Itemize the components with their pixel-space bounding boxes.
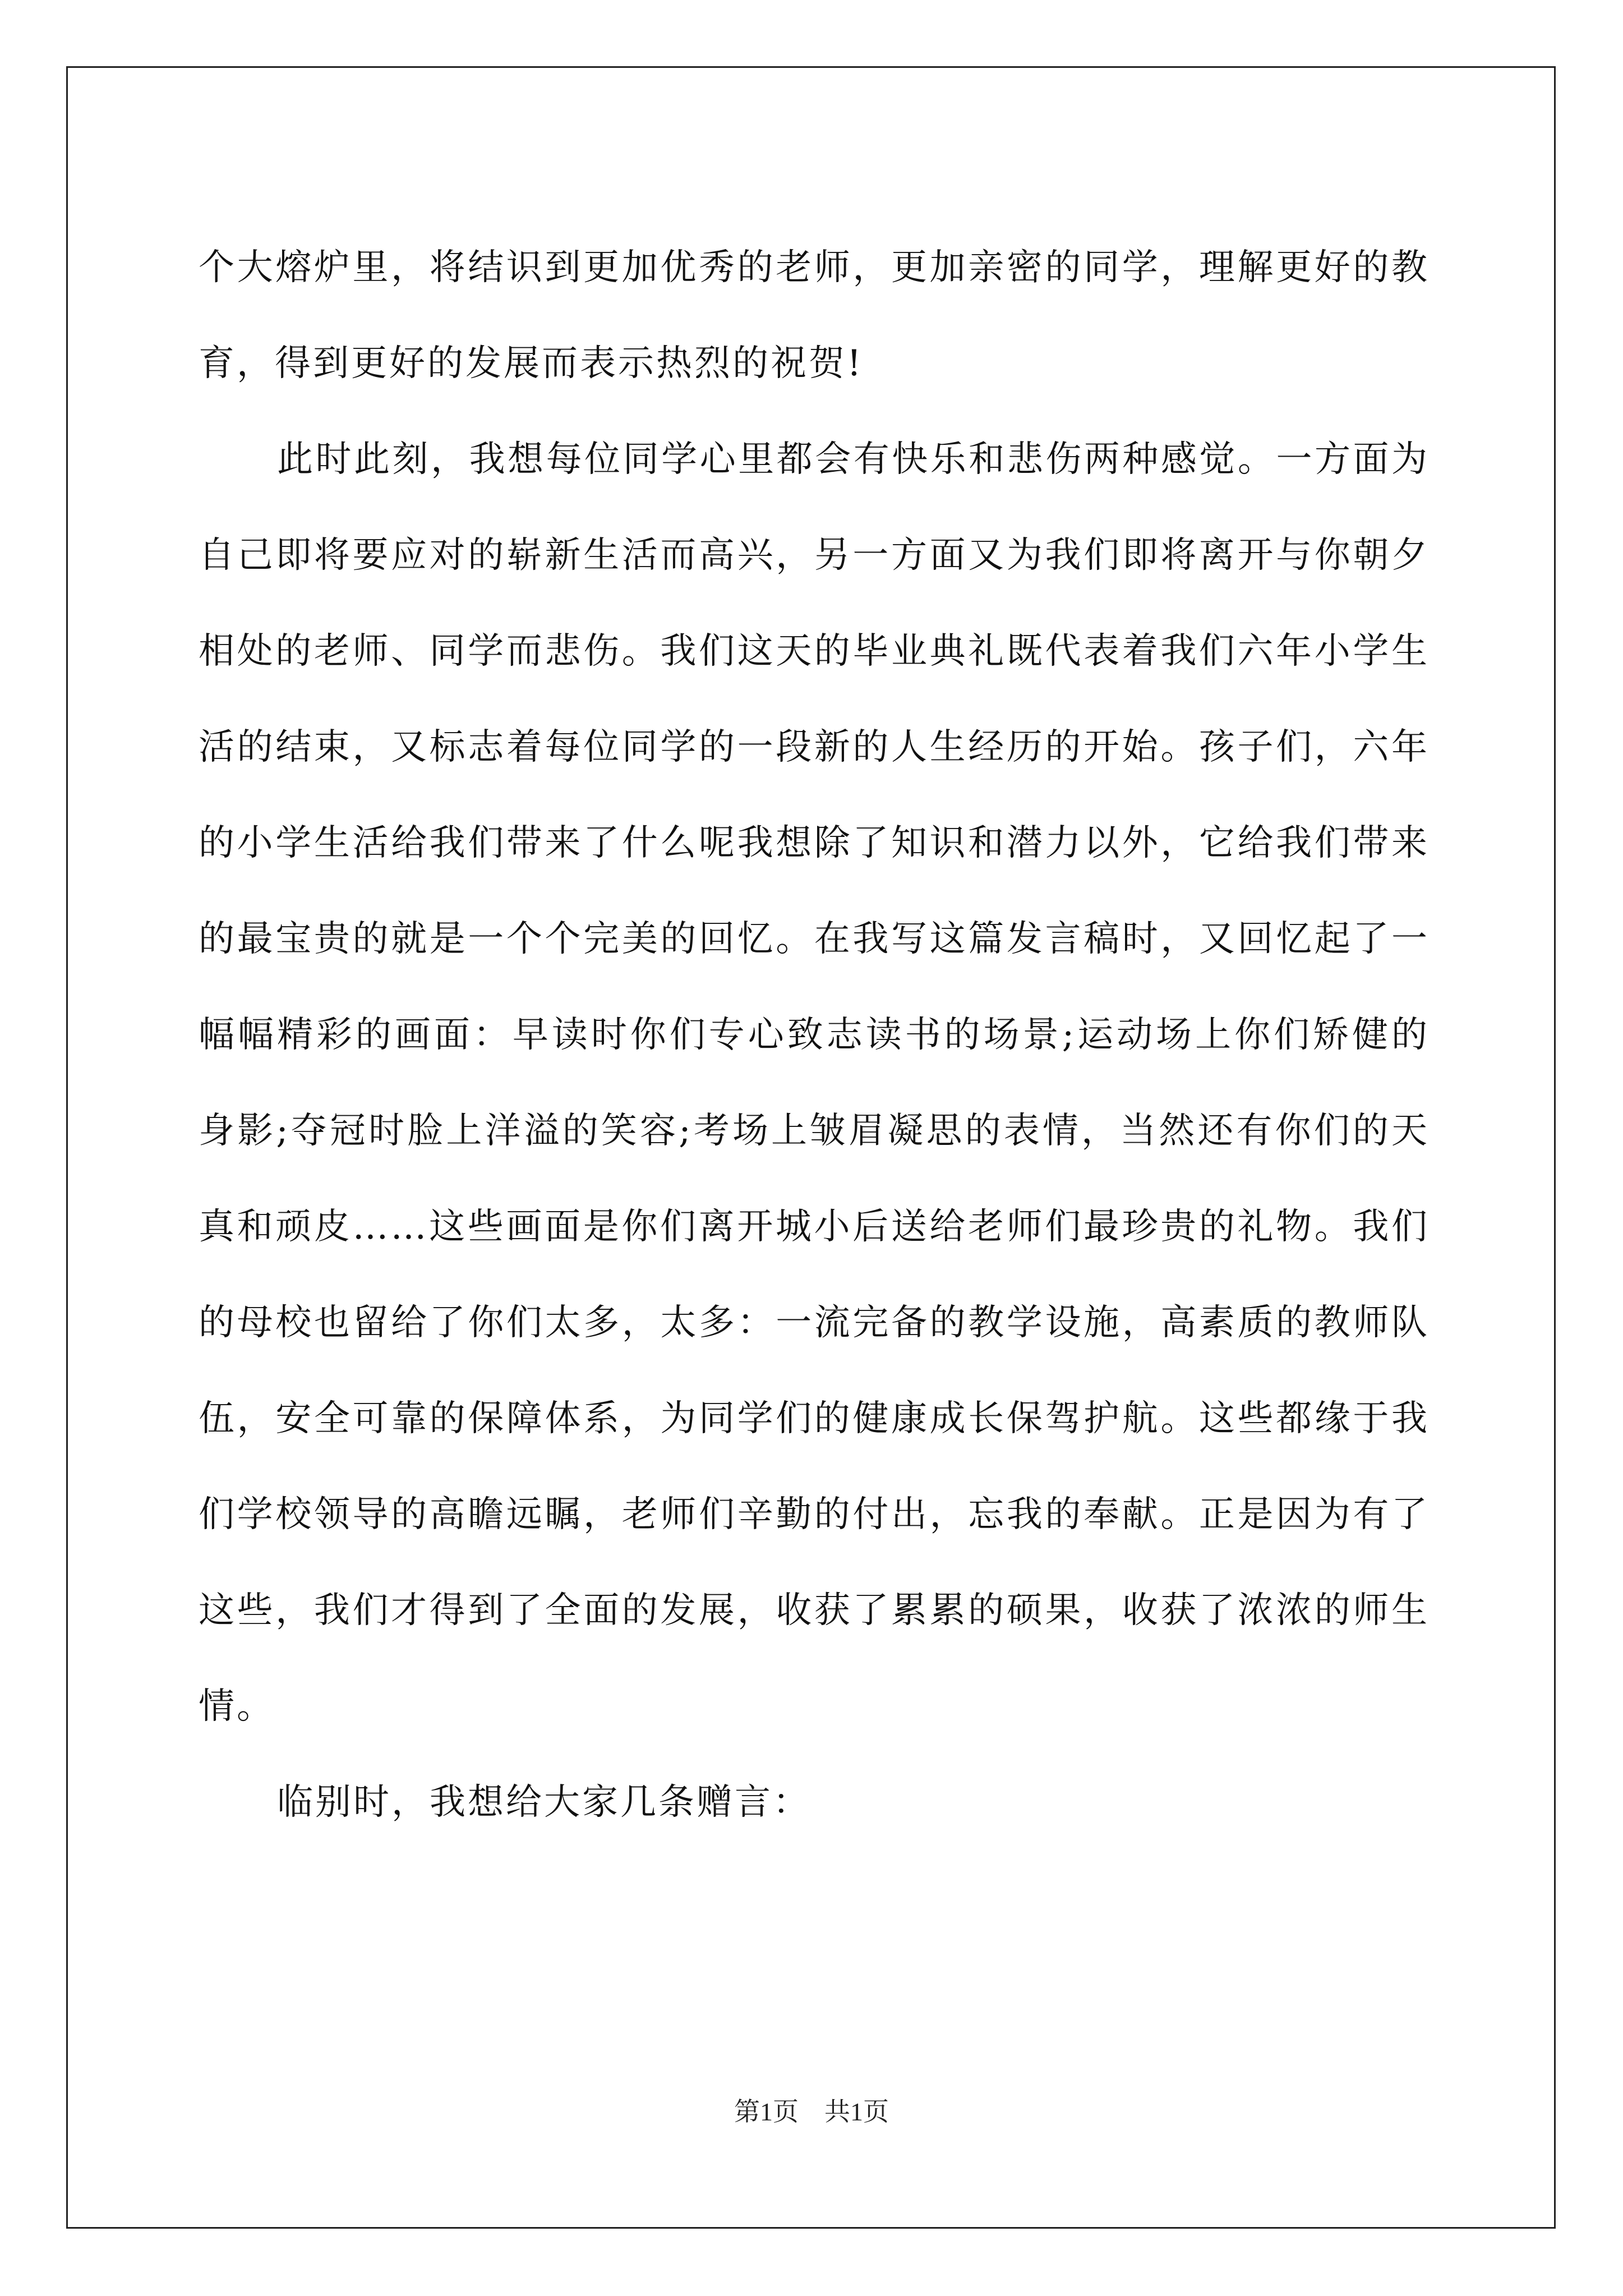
- paragraph-3: 临别时，我想给大家几条赠言：: [277, 1782, 811, 1823]
- document-body: [199, 220, 1430, 1851]
- page-footer: 第1页 共1页: [734, 2097, 889, 2126]
- paragraph-1: 个大熔炉里，将结识到更加优秀的老师，更加亲密的同学，理解更好的教育，得到更好的发展而表示热烈的祝贺!: [199, 247, 1430, 384]
- paragraph-2: 此时此刻，我想每位同学心里都会有快乐和悲伤两种感觉。一方面为自己即将要应对的崭新生活而高兴，另一方面又为我们即将离开与你朝夕相处的老师、同学而悲伤。我们这天的毕业典礼既代表着我们六年小学生活的结束，又标志着每位同学的一段新的人生经历的开始。孩子们，六年的小学生活给我们带来了什么呢我想除了知识和潜力以外，它给我们带来的最宝贵的就是一个个完美的回忆。在我写这篇发言稿时，又回忆起了一幅幅精彩的画面：早读时你们专心致志读书的场景;运动场上你们矫健的身影;夺冠时脸上洋溢的笑容;考场上皱眉凝思的表情，当然还有你们的天真和顽皮……这些画面是你们离开城小后送给老师们最珍贵的礼物。我们的母校也留给了你们太多，太多：一流完备的教学设施，高素质的教师队伍，安全可靠的保障体系，为同学们的健康成长保驾护航。这些都缘于我们学校领导的高瞻远瞩，老师们辛勤的付出，忘我的奉献。正是因为有了这些，我们才得到了全面的发展，收获了累累的硕果，收获了浓浓的师生情。: [199, 439, 1430, 1727]
